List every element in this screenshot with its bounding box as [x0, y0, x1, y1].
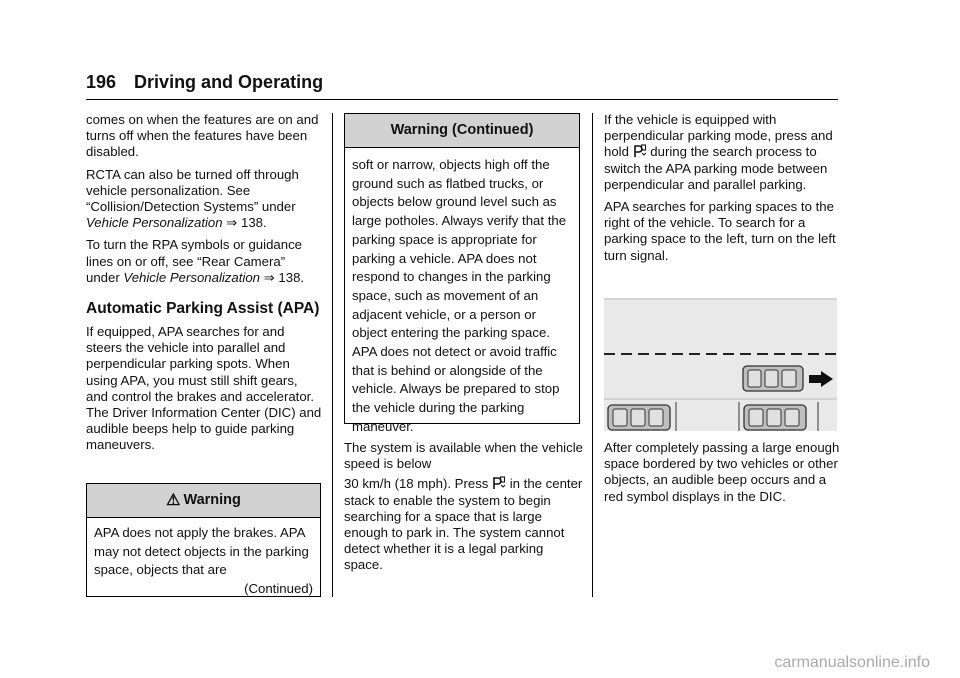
column-divider-2: [592, 113, 593, 597]
column-3: [604, 112, 840, 270]
parked-vehicle-icon: [744, 405, 806, 430]
warning-body: APA does not apply the brakes. APA may not detect objects in the parking space, objects that are (Continued): [87, 518, 320, 607]
page-header: [86, 70, 323, 94]
page-ref[interactable]: ⇒ 138.: [263, 269, 305, 285]
park-assist-icon: [634, 144, 646, 158]
section-heading: Automatic Parking Assist (APA): [86, 300, 320, 318]
page-title: Driving and Operating: [134, 72, 324, 92]
paragraph: APA searches for parking spaces to the right of the vehicle. To search for a parking space to the left, turn on the left turn signal.: [604, 199, 836, 263]
paragraph: If equipped, APA searches for and steers the vehicle into parallel and perpendicular parking spots. When using APA, you must still shift gears, and control the brakes and accelerator. The Driver Information Center (DIC) and audible beeps help to guide parking maneuvers.: [86, 324, 322, 453]
column-2-text: [344, 440, 584, 580]
paragraph: 30 km/h (18 mph). Press in the center stack to enable the system to begin searching for a space that is large enough to park in. The system cannot detect whether it is a legal parking space.: [344, 476, 583, 573]
header-rule: [86, 99, 838, 100]
cross-reference[interactable]: Vehicle Personalization: [123, 269, 261, 285]
column-1: [86, 112, 322, 460]
page-number: 196: [86, 72, 117, 92]
vehicle-icon: [743, 366, 803, 391]
watermark: carmanualsonline.info: [774, 654, 930, 671]
warning-header: ⚠ Warning: [87, 484, 320, 518]
continued-label: (Continued): [244, 581, 313, 597]
column-3-after-figure: [604, 440, 840, 511]
page-ref[interactable]: ⇒ 138.: [226, 215, 267, 231]
paragraph: After completely passing a large enough space bordered by two vehicles or other objects, an audible beep occurs and a red symbol displays in the DIC.: [604, 440, 840, 504]
paragraph: To turn the RPA symbols or guidance lines on or off, see “Rear Camera” under Vehicle Personalization ⇒ 138.: [86, 237, 305, 285]
paragraph: If the vehicle is equipped with perpendicular parking mode, press and hold during the search process to switch the APA parking mode between perpendicular and parallel parking.: [604, 112, 833, 192]
cross-reference[interactable]: Vehicle Personalization: [86, 215, 223, 231]
warning-continued-box: [344, 113, 580, 434]
parking-illustration: [604, 298, 837, 431]
warning-triangle-icon: ⚠: [166, 492, 181, 509]
warning-header: Warning (Continued): [345, 114, 579, 148]
warning-body: soft or narrow, objects high off the ground such as flatbed trucks, or objects below ground level such as large potholes. Always verify that the parking space is appropriate for parking a vehicle. APA does not respond to changes in the parking space, such as movement of an adjacent vehicle, or a person or object entering the parking space. APA does not detect or avoid traffic that is behind or alongside of the vehicle. Always be prepared to stop the vehicle during the parking maneuver.: [352, 157, 567, 434]
paragraph: The system is available when the vehicle speed is below: [344, 440, 583, 472]
warning-box: [86, 483, 321, 597]
column-divider-1: [332, 113, 333, 597]
paragraph: RCTA can also be turned off through vehicle personalization. See “Collision/Detection Systems” under Vehicle Personalization ⇒ 138.: [86, 166, 299, 231]
dic-parking-display: [604, 298, 837, 431]
park-assist-icon: [493, 476, 505, 490]
paragraph: comes on when the features are on and turns off when the features have been disabled.: [86, 112, 319, 160]
parked-vehicle-icon: [608, 405, 670, 430]
arrow-right-icon: [809, 371, 833, 387]
